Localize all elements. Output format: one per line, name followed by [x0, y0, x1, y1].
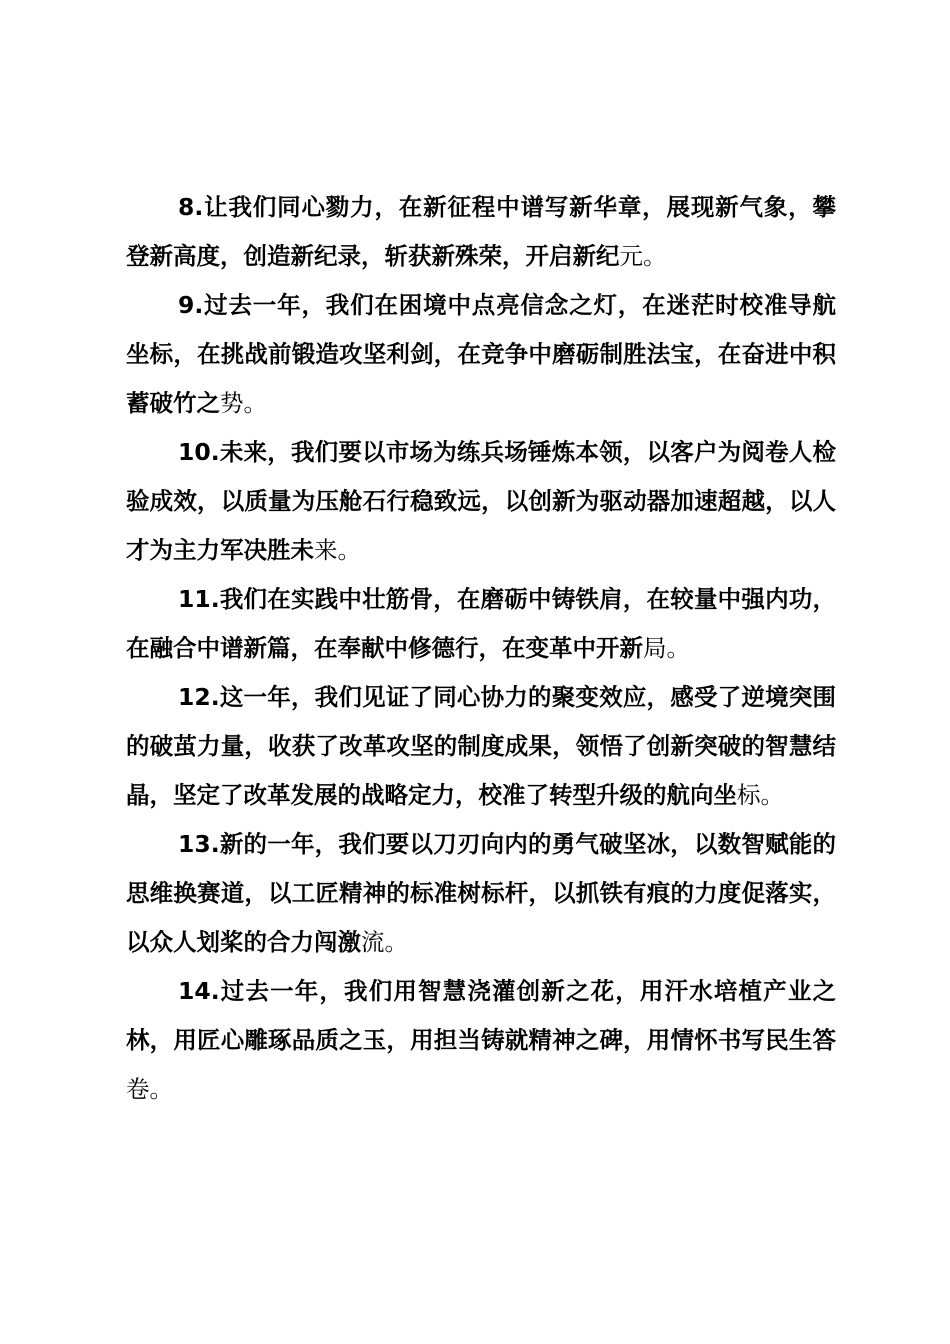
paragraph-text: 9.过去一年，我们在困境中点亮信念之灯，在迷茫时校准导航坐标，在挑战前锻造攻坚利剑，在竞争中磨砺制胜法宝，在奋进中积蓄破竹之 — [126, 291, 836, 417]
paragraph-8 — [126, 183, 836, 281]
paragraph-text: 12.这一年，我们见证了同心协力的聚变效应，感受了逆境突围的破茧力量，收获了改革攻坚的制度成果，领悟了创新突破的智慧结晶，坚定了改革发展的战略定力，校准了转型升级的航向坐 — [126, 683, 836, 809]
paragraph-tail: 卷。 — [126, 1075, 173, 1103]
paragraph-9 — [126, 281, 836, 428]
paragraph-text: 14.过去一年，我们用智慧浇灌创新之花，用汗水培植产业之林，用匠心雕琢品质之玉，用担当铸就精神之碑，用情怀书写民生答 — [126, 977, 836, 1054]
paragraph-tail: 流。 — [361, 928, 408, 956]
paragraph-11 — [126, 575, 836, 673]
paragraph-text: 11.我们在实践中壮筋骨，在磨砺中铸铁肩，在较量中强内功，在融合中谱新篇，在奉献中修德行，在变革中开新 — [126, 585, 836, 662]
paragraph-tail: 元。 — [619, 242, 667, 270]
paragraph-tail: 来。 — [314, 536, 361, 564]
paragraph-tail: 局。 — [643, 634, 690, 662]
paragraph-text: 13.新的一年，我们要以刀刃向内的勇气破坚冰，以数智赋能的思维换赛道，以工匠精神的标准树标杆，以抓铁有痕的力度促落实，以众人划桨的合力闯激 — [126, 830, 836, 956]
paragraph-10 — [126, 428, 836, 575]
paragraph-12 — [126, 673, 836, 820]
paragraph-text: 10.未来，我们要以市场为练兵场锤炼本领，以客户为阅卷人检验成效，以质量为压舱石行稳致远，以创新为驱动器加速超越，以人才为主力军决胜未 — [126, 438, 836, 564]
paragraph-tail: 标。 — [737, 781, 784, 809]
paragraph-text: 8.让我们同心勠力，在新征程中谱写新华章，展现新气象，攀登新高度，创造新纪录，斩获新殊荣，开启新纪 — [126, 193, 836, 270]
paragraph-tail: 势。 — [220, 389, 267, 417]
paragraph-14 — [126, 967, 836, 1114]
paragraph-13 — [126, 820, 836, 967]
document-body — [126, 183, 836, 1114]
